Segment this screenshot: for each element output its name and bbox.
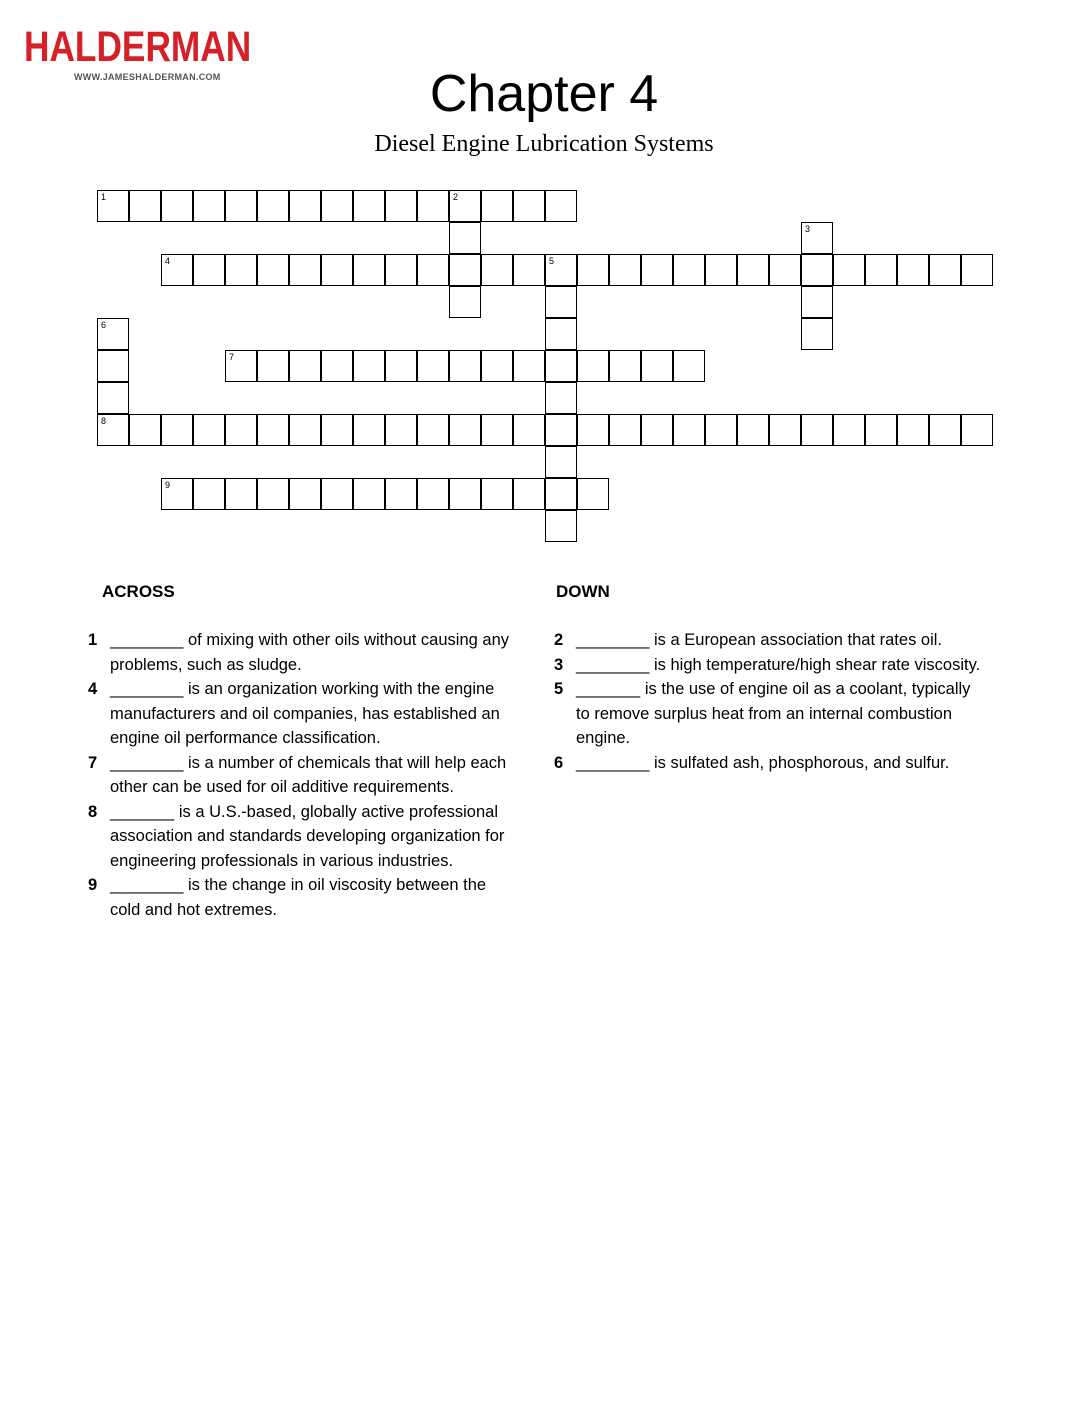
- crossword-cell[interactable]: [321, 190, 353, 222]
- crossword-cell[interactable]: [353, 478, 385, 510]
- crossword-cell[interactable]: [577, 478, 609, 510]
- crossword-cell[interactable]: [577, 414, 609, 446]
- crossword-cell[interactable]: [801, 286, 833, 318]
- crossword-cell[interactable]: [801, 414, 833, 446]
- crossword-cell[interactable]: [417, 478, 449, 510]
- crossword-cell[interactable]: [449, 286, 481, 318]
- clue-number: 2: [554, 631, 564, 649]
- clue-text: ________ is the change in oil viscosity between the cold and hot extremes.: [110, 876, 487, 919]
- crossword-cell[interactable]: [161, 190, 193, 222]
- crossword-cell[interactable]: [289, 254, 321, 286]
- crossword-cell[interactable]: [353, 254, 385, 286]
- crossword-cell[interactable]: [545, 350, 577, 382]
- crossword-cell[interactable]: [97, 190, 129, 222]
- crossword-cell[interactable]: [129, 190, 161, 222]
- cell-number: 9: [165, 480, 171, 490]
- down-clue: [554, 677, 984, 751]
- crossword-cell[interactable]: [193, 254, 225, 286]
- crossword-cell[interactable]: [321, 254, 353, 286]
- crossword-cell[interactable]: [353, 190, 385, 222]
- crossword-cell[interactable]: [225, 190, 257, 222]
- crossword-cell[interactable]: [577, 254, 609, 286]
- crossword-cell[interactable]: [321, 414, 353, 446]
- crossword-cell[interactable]: [673, 414, 705, 446]
- clue-text: ________ is a European association that rates oil.: [576, 631, 942, 649]
- across-clue-list: [88, 628, 518, 922]
- across-heading: ACROSS: [102, 582, 175, 601]
- crossword-cell[interactable]: [257, 350, 289, 382]
- crossword-cell[interactable]: [449, 414, 481, 446]
- crossword-cell[interactable]: [97, 414, 129, 446]
- clue-number: 5: [554, 680, 564, 698]
- clue-number: 3: [554, 655, 564, 674]
- crossword-cell[interactable]: [545, 446, 577, 478]
- crossword-cell[interactable]: [513, 478, 545, 510]
- crossword-cell[interactable]: [225, 414, 257, 446]
- across-clue: [88, 873, 518, 922]
- crossword-cell[interactable]: [545, 286, 577, 318]
- crossword-cell[interactable]: [385, 478, 417, 510]
- brand-url: WWW.JAMESHALDERMAN.COM: [74, 72, 221, 82]
- crossword-cell[interactable]: [545, 318, 577, 350]
- crossword-cell[interactable]: [609, 350, 641, 382]
- crossword-cell[interactable]: [705, 414, 737, 446]
- crossword-cell[interactable]: [641, 350, 673, 382]
- down-heading: DOWN: [556, 582, 610, 601]
- down-clue: [554, 628, 984, 653]
- crossword-cell[interactable]: [513, 254, 545, 286]
- crossword-cell[interactable]: [417, 350, 449, 382]
- crossword-cell[interactable]: [513, 350, 545, 382]
- crossword-cell[interactable]: [609, 414, 641, 446]
- crossword-cell[interactable]: [161, 254, 193, 286]
- clue-text: ________ is high temperature/high shear rate viscosity.: [576, 655, 981, 674]
- crossword-cell[interactable]: [545, 382, 577, 414]
- crossword-cell[interactable]: [929, 254, 961, 286]
- crossword-cell[interactable]: [321, 478, 353, 510]
- cell-number: 7: [229, 352, 235, 362]
- crossword-cell[interactable]: [545, 510, 577, 542]
- crossword-cell[interactable]: [801, 318, 833, 350]
- crossword-cell[interactable]: [737, 414, 769, 446]
- crossword-cell[interactable]: [545, 414, 577, 446]
- crossword-cell[interactable]: [225, 254, 257, 286]
- across-clue: [88, 677, 518, 751]
- crossword-cell[interactable]: [289, 478, 321, 510]
- crossword-cell[interactable]: [193, 190, 225, 222]
- clue-text: _______ is the use of engine oil as a coolant, typically to remove surplus heat from an internal combustion engine.: [576, 680, 971, 747]
- brand-name: HALDERMAN: [24, 23, 252, 71]
- crossword-cell[interactable]: [97, 350, 129, 382]
- crossword-cell[interactable]: [897, 414, 929, 446]
- crossword-cell[interactable]: [161, 414, 193, 446]
- crossword-cell[interactable]: [417, 190, 449, 222]
- crossword-cell[interactable]: [641, 414, 673, 446]
- crossword-cell[interactable]: [417, 254, 449, 286]
- down-clue: [554, 653, 984, 678]
- crossword-cell[interactable]: [865, 414, 897, 446]
- crossword-cell[interactable]: [801, 222, 833, 254]
- crossword-cell[interactable]: [321, 350, 353, 382]
- cell-number: 5: [549, 256, 555, 266]
- crossword-cell[interactable]: [673, 254, 705, 286]
- crossword-cell[interactable]: [353, 414, 385, 446]
- clue-number: 7: [88, 753, 98, 772]
- clue-text: ________ is sulfated ash, phosphorous, and sulfur.: [576, 753, 950, 772]
- crossword-cell[interactable]: [897, 254, 929, 286]
- crossword-cell[interactable]: [641, 254, 673, 286]
- crossword-cell[interactable]: [97, 318, 129, 350]
- down-clue: [554, 751, 984, 776]
- crossword-cell[interactable]: [257, 414, 289, 446]
- clue-text: ________ is an organization working with the engine manufacturers and oil companies, has established an engine oil performance classification.: [110, 680, 500, 747]
- crossword-cell[interactable]: [289, 414, 321, 446]
- crossword-cell[interactable]: [513, 414, 545, 446]
- crossword-cell[interactable]: [225, 478, 257, 510]
- crossword-cell[interactable]: [449, 478, 481, 510]
- crossword-cell[interactable]: [449, 350, 481, 382]
- cell-number: 6: [101, 320, 107, 330]
- crossword-cell[interactable]: [97, 382, 129, 414]
- crossword-cell[interactable]: [577, 350, 609, 382]
- cell-number: 1: [101, 192, 107, 202]
- crossword-cell[interactable]: [353, 350, 385, 382]
- crossword-cell[interactable]: [289, 350, 321, 382]
- crossword-cell[interactable]: [513, 190, 545, 222]
- crossword-cell[interactable]: [673, 350, 705, 382]
- clue-number: 1: [88, 631, 98, 649]
- crossword-cell[interactable]: [257, 254, 289, 286]
- crossword-cell[interactable]: [833, 414, 865, 446]
- crossword-cell[interactable]: [705, 254, 737, 286]
- crossword-cell[interactable]: [481, 254, 513, 286]
- crossword-cell[interactable]: [769, 414, 801, 446]
- across-clue: [88, 751, 518, 800]
- crossword-cell[interactable]: [737, 254, 769, 286]
- crossword-cell[interactable]: [417, 414, 449, 446]
- crossword-cell[interactable]: [961, 254, 993, 286]
- crossword-cell[interactable]: [385, 254, 417, 286]
- clue-text: ________ is a number of chemicals that will help each other can be used for oil additive requirements.: [110, 753, 507, 796]
- cell-number: 3: [805, 224, 811, 234]
- crossword-grid: [0, 0, 1088, 560]
- page-subtitle: Diesel Engine Lubrication Systems: [374, 131, 714, 157]
- crossword-cell[interactable]: [385, 350, 417, 382]
- crossword-cell[interactable]: [257, 478, 289, 510]
- crossword-cell[interactable]: [545, 190, 577, 222]
- cell-number: 8: [101, 416, 107, 426]
- crossword-cell[interactable]: [929, 414, 961, 446]
- crossword-cell[interactable]: [481, 478, 513, 510]
- clue-text: _______ is a U.S.-based, globally active professional association and standards developing organization for engineering professionals in various industries.: [110, 802, 505, 870]
- down-clue-list: [554, 628, 984, 775]
- crossword-cell[interactable]: [257, 190, 289, 222]
- crossword-cell[interactable]: [481, 190, 513, 222]
- crossword-cell[interactable]: [961, 414, 993, 446]
- clue-number: 4: [88, 680, 98, 698]
- crossword-cell[interactable]: [449, 254, 481, 286]
- crossword-cell[interactable]: [385, 414, 417, 446]
- crossword-cell[interactable]: [545, 254, 577, 286]
- page-title: Chapter 4: [429, 65, 659, 123]
- crossword-cell[interactable]: [833, 254, 865, 286]
- crossword-cell[interactable]: [385, 190, 417, 222]
- crossword-cell[interactable]: [545, 478, 577, 510]
- crossword-cell[interactable]: [769, 254, 801, 286]
- crossword-cell[interactable]: [609, 254, 641, 286]
- crossword-cell[interactable]: [161, 478, 193, 510]
- cell-number: 4: [165, 256, 171, 266]
- crossword-cell[interactable]: [481, 414, 513, 446]
- across-clue: [88, 628, 518, 677]
- crossword-cell[interactable]: [449, 222, 481, 254]
- clue-text: ________ of mixing with other oils without causing any problems, such as sludge.: [110, 631, 509, 674]
- clue-number: 6: [554, 753, 564, 772]
- crossword-cell[interactable]: [193, 414, 225, 446]
- clue-number: 9: [88, 876, 98, 894]
- crossword-cell[interactable]: [865, 254, 897, 286]
- crossword-cell[interactable]: [225, 350, 257, 382]
- crossword-cell[interactable]: [449, 190, 481, 222]
- crossword-cell[interactable]: [193, 478, 225, 510]
- crossword-cell[interactable]: [481, 350, 513, 382]
- clue-number: 8: [88, 802, 98, 821]
- crossword-cell[interactable]: [129, 414, 161, 446]
- cell-number: 2: [453, 192, 459, 202]
- across-clue: [88, 800, 518, 874]
- crossword-cell[interactable]: [801, 254, 833, 286]
- crossword-cell[interactable]: [289, 190, 321, 222]
